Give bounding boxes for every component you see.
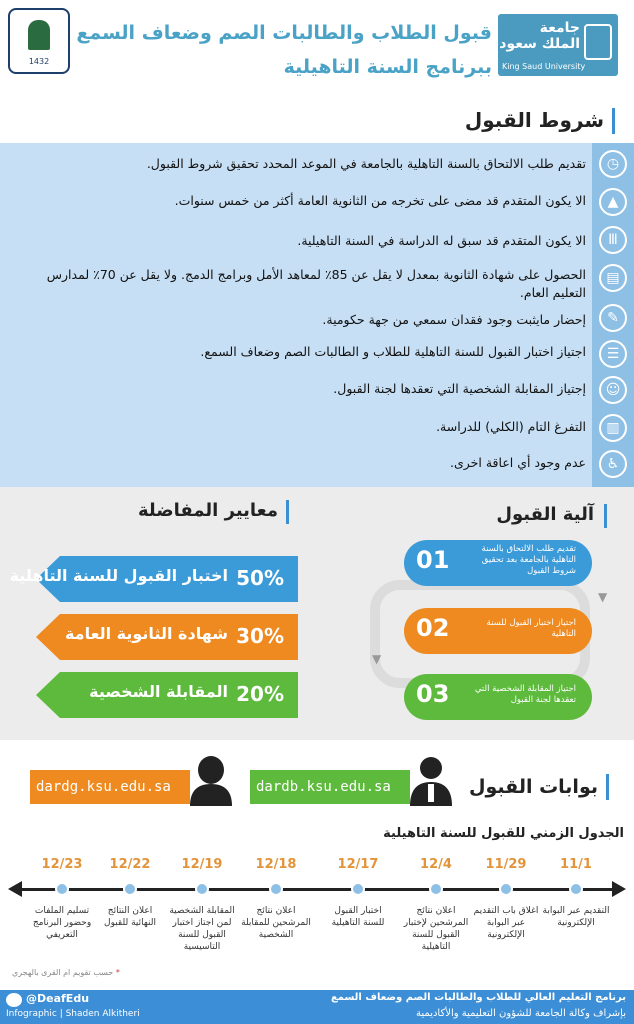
criteria-percent: 50% xyxy=(236,566,284,590)
criteria-title-bar xyxy=(286,500,289,524)
ksu-emblem-icon xyxy=(584,24,612,60)
timeline-date: 12/19 xyxy=(181,857,223,872)
ksu-logo-english: King Saud University xyxy=(502,62,586,71)
building-icon: Ⅲ xyxy=(599,226,627,254)
criteria-arrow xyxy=(36,614,298,660)
footer-line2: بإشراف وكالة الجامعة للشؤون التعليمية والأكاديمية xyxy=(416,1008,626,1019)
step-number: 02 xyxy=(416,614,450,642)
timeline-note-text: حسب تقويم ام القرى بالهجري xyxy=(12,968,114,977)
criteria-label: المقابلة الشخصية xyxy=(89,682,228,701)
timeline-date: 11/1 xyxy=(560,857,592,872)
male-avatar-icon xyxy=(408,756,454,806)
criteria-percent: 30% xyxy=(236,624,284,648)
criteria-label: اختبار القبول للسنة التاهلية xyxy=(9,566,228,585)
credit-text: Infographic | Shaden Alkitheri xyxy=(6,1009,140,1019)
twitter-handle[interactable]: @DeafEdu xyxy=(26,992,90,1005)
timeline-desc: اعلان نتائج المرشحين للمقابلة الشخصية xyxy=(241,906,311,940)
deaf-program-logo xyxy=(8,8,70,74)
condition-item: اجتياز اختبار القبول للسنة التاهلية للطلاب و الطالبات الصم وضعاف السمع. xyxy=(200,344,586,359)
mechanism-step xyxy=(404,540,592,586)
timeline-desc: اعلان نتائج المرشحين لإختبار القبول للسنة التاهيلية xyxy=(403,906,469,952)
timeline-dot xyxy=(499,882,513,896)
conditions-title-bar xyxy=(612,108,615,134)
mechanism-title-bar xyxy=(604,504,607,528)
male-portal-link[interactable]: dardb.ksu.edu.sa xyxy=(250,770,410,804)
header xyxy=(0,0,634,96)
mechanism-step xyxy=(404,674,592,720)
timeline-desc: المقابلة الشخصية لمن اجتاز اختبار القبول للسنة التاسيسية xyxy=(169,906,235,952)
clock-icon: ◷ xyxy=(599,150,627,178)
hearing-icon: ✎ xyxy=(599,304,627,332)
mechanism-title: آلية القبول xyxy=(496,504,594,525)
timeline-date: 12/22 xyxy=(109,857,151,872)
female-portal-link[interactable]: dardg.ksu.edu.sa xyxy=(30,770,190,804)
chevron-down-icon: ▼ xyxy=(598,590,608,604)
timeline-note: * حسب تقويم ام القرى بالهجري xyxy=(12,968,120,977)
wheelchair-icon: ♿ xyxy=(599,450,627,478)
conditions-title: شروط القبول xyxy=(464,108,604,132)
book-icon: ▥ xyxy=(599,414,627,442)
page-title: قبول الطلاب والطالبات الصم وضعاف السمع xyxy=(76,22,492,44)
step-text: اجتياز اختبار القبول للسنة التاهلية xyxy=(486,618,576,639)
footer xyxy=(0,990,634,1024)
timeline-arrow-left-icon xyxy=(8,881,22,897)
palm-icon xyxy=(28,20,50,50)
criteria-arrow xyxy=(9,556,298,602)
timeline-dot xyxy=(195,882,209,896)
interview-icon: ☺ xyxy=(599,376,627,404)
timeline-dot xyxy=(429,882,443,896)
criteria-arrow xyxy=(36,672,298,718)
condition-item: تقديم طلب الالتحاق بالسنة التاهلية بالجامعة في الموعد المحدد تحقيق شروط القبول. xyxy=(146,156,586,171)
timeline-arrow-right-icon xyxy=(612,881,626,897)
criteria-percent: 20% xyxy=(236,682,284,706)
twitter-icon xyxy=(6,993,22,1007)
timeline-date: 11/29 xyxy=(485,857,527,872)
page-subtitle: ببرنامج السنة التاهيلية xyxy=(283,56,492,78)
chevron-down-icon: ▼ xyxy=(372,652,382,666)
step-number: 03 xyxy=(416,680,450,708)
criteria-label: شهادة الثانوية العامة xyxy=(64,624,228,643)
timeline-desc: التقديم عبر البوابة الإلكترونية xyxy=(542,906,610,928)
deaf-logo-year: 1432 xyxy=(28,57,50,66)
exam-icon: ☰ xyxy=(599,340,627,368)
timeline-dot xyxy=(351,882,365,896)
timeline-desc: تسليم الملفات وحضور البرنامج التعريفي xyxy=(32,906,92,940)
footer-line1: برنامج التعليم العالي للطلاب والطالبات الصم وضعاف السمع xyxy=(330,992,626,1003)
timeline-dot xyxy=(269,882,283,896)
criteria-title: معايير المفاضلة xyxy=(137,500,278,521)
timeline-date: 12/18 xyxy=(255,857,297,872)
timeline-desc: اغلاق باب التقديم عبر البوابة الإلكترونية xyxy=(473,906,539,940)
condition-item: التفرغ التام (الكلي) للدراسة. xyxy=(436,419,586,434)
timeline-date: 12/4 xyxy=(420,857,452,872)
mechanism-step xyxy=(404,608,592,654)
graduation-cap-icon: ▲ xyxy=(599,188,627,216)
timeline-desc: اعلان النتائج النهائية للقبول xyxy=(104,906,156,928)
condition-item: الا يكون المتقدم قد سبق له الدراسة في السنة التاهيلية. xyxy=(297,233,586,248)
timeline-dot xyxy=(55,882,69,896)
female-avatar-icon xyxy=(188,756,234,806)
timeline-axis xyxy=(18,888,616,891)
timeline-dot xyxy=(569,882,583,896)
step-text: اجتياز المقابلة الشخصية التي تعقدها لجنة القبول xyxy=(474,684,576,705)
condition-item: عدم وجود أي اعاقة اخرى. xyxy=(450,455,586,470)
condition-item: الحصول على شهادة الثانوية بمعدل لا يقل عن 85٪ لمعاهد الأمل وبرامج الدمج. ولا يقل عن 70٪ لمدارس التعليم العام. xyxy=(46,267,586,300)
step-text: تقديم طلب الالتحاق بالسنة التاهلية بالجامعة بعد تحقيق شروط القبول xyxy=(481,544,576,576)
step-number: 01 xyxy=(416,546,450,574)
timeline-date: 12/17 xyxy=(337,857,379,872)
ksu-logo xyxy=(498,14,618,76)
timeline-dot xyxy=(123,882,137,896)
certificate-icon: ▤ xyxy=(599,264,627,292)
condition-item: إحضار مايثبت وجود فقدان سمعي من جهة حكومية. xyxy=(322,312,586,327)
ksu-logo-arabic: جامعة الملك سعود xyxy=(499,20,580,52)
timeline-title: الجدول الزمني للقبول للسنة التاهيلية xyxy=(383,826,624,841)
portals-title-bar xyxy=(606,774,609,800)
condition-item: إجتياز المقابلة الشخصية التي تعقدها لجنة القبول. xyxy=(333,381,586,396)
timeline-desc: اختبار القبول للسنة التاهيلية xyxy=(331,906,385,928)
portals-title: بوابات القبول xyxy=(468,776,598,798)
condition-item: الا يكون المتقدم قد مضى على تخرجه من الثانوية العامة أكثر من خمس سنوات. xyxy=(174,193,586,208)
timeline-date: 12/23 xyxy=(41,857,83,872)
